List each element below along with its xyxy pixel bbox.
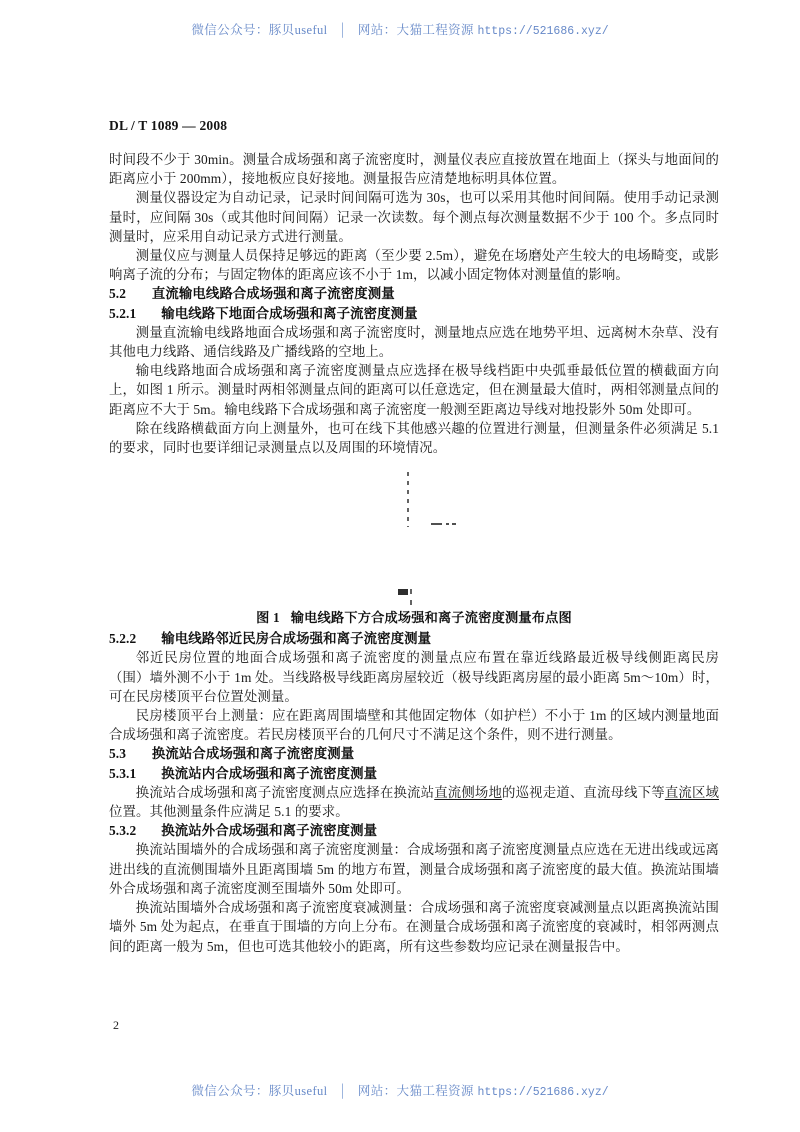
- section-title: 换流站内合成场强和离子流密度测量: [161, 765, 378, 781]
- underlined-term-dc-zone: 直流区域: [664, 784, 720, 800]
- watermark-site-label: 网站：大猫工程资源: [357, 23, 474, 37]
- section-title: 输电线路下地面合成场强和离子流密度测量: [161, 305, 418, 321]
- figure-1-caption: [109, 607, 719, 626]
- page-number: 2: [113, 1018, 119, 1032]
- figure-label: 图 1: [256, 610, 280, 626]
- figure-1: [109, 467, 719, 629]
- section-number: 5.2.2: [109, 631, 137, 647]
- figure-caption-text: 输电线路下方合成场强和离子流密度测量布点图: [290, 610, 572, 626]
- section-number: 5.3.1: [109, 765, 137, 781]
- figure-1-drawing: [109, 467, 719, 617]
- section-heading-5-2-1: [109, 304, 719, 323]
- standard-id-header: DL / T 1089 — 2008: [109, 118, 228, 133]
- section-heading-5-3-1: [109, 764, 719, 783]
- paragraph-2: 测量仪器设定为自动记录，记录时间间隔可选为 30s，也可以采用其他时间间隔。使用手动记录测量时，应间隔 30s（或其他时间间隔）记录一次读数。每个测点每次测量数据不少于 100 个。多点同时测量时，应采用自动记录方式进行测量。: [109, 190, 719, 244]
- watermark-url: https://521686.xyz/: [477, 25, 609, 38]
- paragraph-6: 除在线路横截面方向上测量外，也可在线下其他感兴趣的位置进行测量，但测量条件必须满足 5.1 的要求，同时也要详细记录测量点以及周围的环境情况。: [109, 420, 719, 456]
- watermark-separator: │: [338, 23, 348, 37]
- paragraph-8: 民房楼顶平台上测量：应在距离周围墙壁和其他固定物体（如护栏）不小于 1m 的区域内测量地面合成场强和离子流密度。若民房楼顶平台的几何尺寸不满足这个条件，则不进行测量。: [109, 708, 719, 743]
- watermark-wechat-label: 微信公众号：豚贝useful: [191, 23, 328, 37]
- paragraph-5: 输电线路地面合成场强和离子流密度测量点应选择在极导线档距中央弧垂最低位置的横截面方向上，如图 1 所示。测量时两相邻测量点间的距离可以任意选定，但在测量最大值时，两相邻测量点间的距离应不大于 5m。输电线路下合成场强和离子流密度一般测至距离边导线对地投影外 50m 处即可。: [109, 363, 719, 417]
- paragraph-7: 邻近民房位置的地面合成场强和离子流密度的测量点应布置在靠近线路最近极导线侧距离民房（围）墙外测不小于 1m 处。当线路极导线距离房屋较近（极导线距离房屋的最小距离 5m～10m）时，可在民房楼顶平台位置处测量。: [109, 650, 719, 704]
- watermark-wechat-label: 微信公众号：豚贝useful: [191, 1084, 328, 1098]
- watermark-site-label: 网站：大猫工程资源: [357, 1084, 474, 1098]
- paragraph-9-mid: 的巡视走道、直流母线下等: [502, 784, 665, 800]
- section-title: 直流输电线路合成场强和离子流密度测量: [151, 286, 395, 302]
- paragraph-4: 测量直流输电线路地面合成场强和离子流密度时，测量地点应选在地势平坦、远离树木杂草、没有其他电力线路、通信线路及广播线路的空地上。: [109, 324, 719, 360]
- paragraph-9-post: 位置。其他测量条件应满足 5.1 的要求。: [109, 804, 349, 820]
- section-heading-5-3-2: [109, 821, 719, 840]
- section-number: 5.3.2: [109, 823, 137, 839]
- paragraph-11: 换流站围墙外合成场强和离子流密度衰减测量：合成场强和离子流密度衰减测量点以距离换流站围墙外 5m 处为起点，在垂直于围墙的方向上分布。在测量合成场强和离子流密度的衰减时，相邻两测点间的距离一般为 5m，但也可选其他较小的距离，所有这些参数均应记录在测量报告中。: [109, 900, 719, 954]
- paragraph-10: 换流站围墙外的合成场强和离子流密度测量：合成场强和离子流密度测量点应选在无进出线或远离进出线的直流侧围墙外且距离围墙 5m 的地方布置，测量合成场强和离子流密度的最大值。换流站围墙外合成场强和离子流密度测至围墙外 50m 处即可。: [109, 842, 719, 896]
- watermark-separator: │: [338, 1084, 348, 1098]
- paragraph-3: 测量仪应与测量人员保持足够远的距离（至少要 2.5m），避免在场磨处产生较大的电场畸变，或影响离子流的分布；与固定物体的距离应该不小于 1m，以减小固定物体对测量值的影响。: [109, 248, 719, 283]
- section-number: 5.2: [109, 286, 127, 302]
- section-title: 换流站合成场强和离子流密度测量: [151, 746, 355, 762]
- section-heading-5-2: [109, 284, 719, 303]
- paragraph-9-pre: 换流站合成场强和离子流密度测点应选择在换流站: [135, 784, 435, 800]
- watermark-top: [0, 20, 800, 38]
- watermark-bottom: [0, 1081, 800, 1099]
- section-number: 5.2.1: [109, 305, 137, 321]
- watermark-url: https://521686.xyz/: [477, 1086, 609, 1099]
- section-title: 输电线路邻近民房合成场强和离子流密度测量: [161, 631, 432, 647]
- paragraph-1: 时间段不少于 30min。测量合成场强和离子流密度时，测量仪表应直接放置在地面上（探头与地面间的距离应小于 200mm），接地板应良好接地。测量报告应清楚地标明具体位置。: [109, 152, 719, 187]
- section-number: 5.3: [109, 746, 127, 762]
- figure-marker-block: [398, 589, 408, 595]
- page-content: [109, 118, 719, 956]
- section-heading-5-2-2: [109, 629, 719, 648]
- underlined-term-dc-side-yard: 直流侧场地: [434, 784, 503, 800]
- section-title: 换流站外合成场强和离子流密度测量: [161, 823, 378, 839]
- section-heading-5-3: [109, 744, 719, 763]
- paragraph-9: [109, 783, 719, 821]
